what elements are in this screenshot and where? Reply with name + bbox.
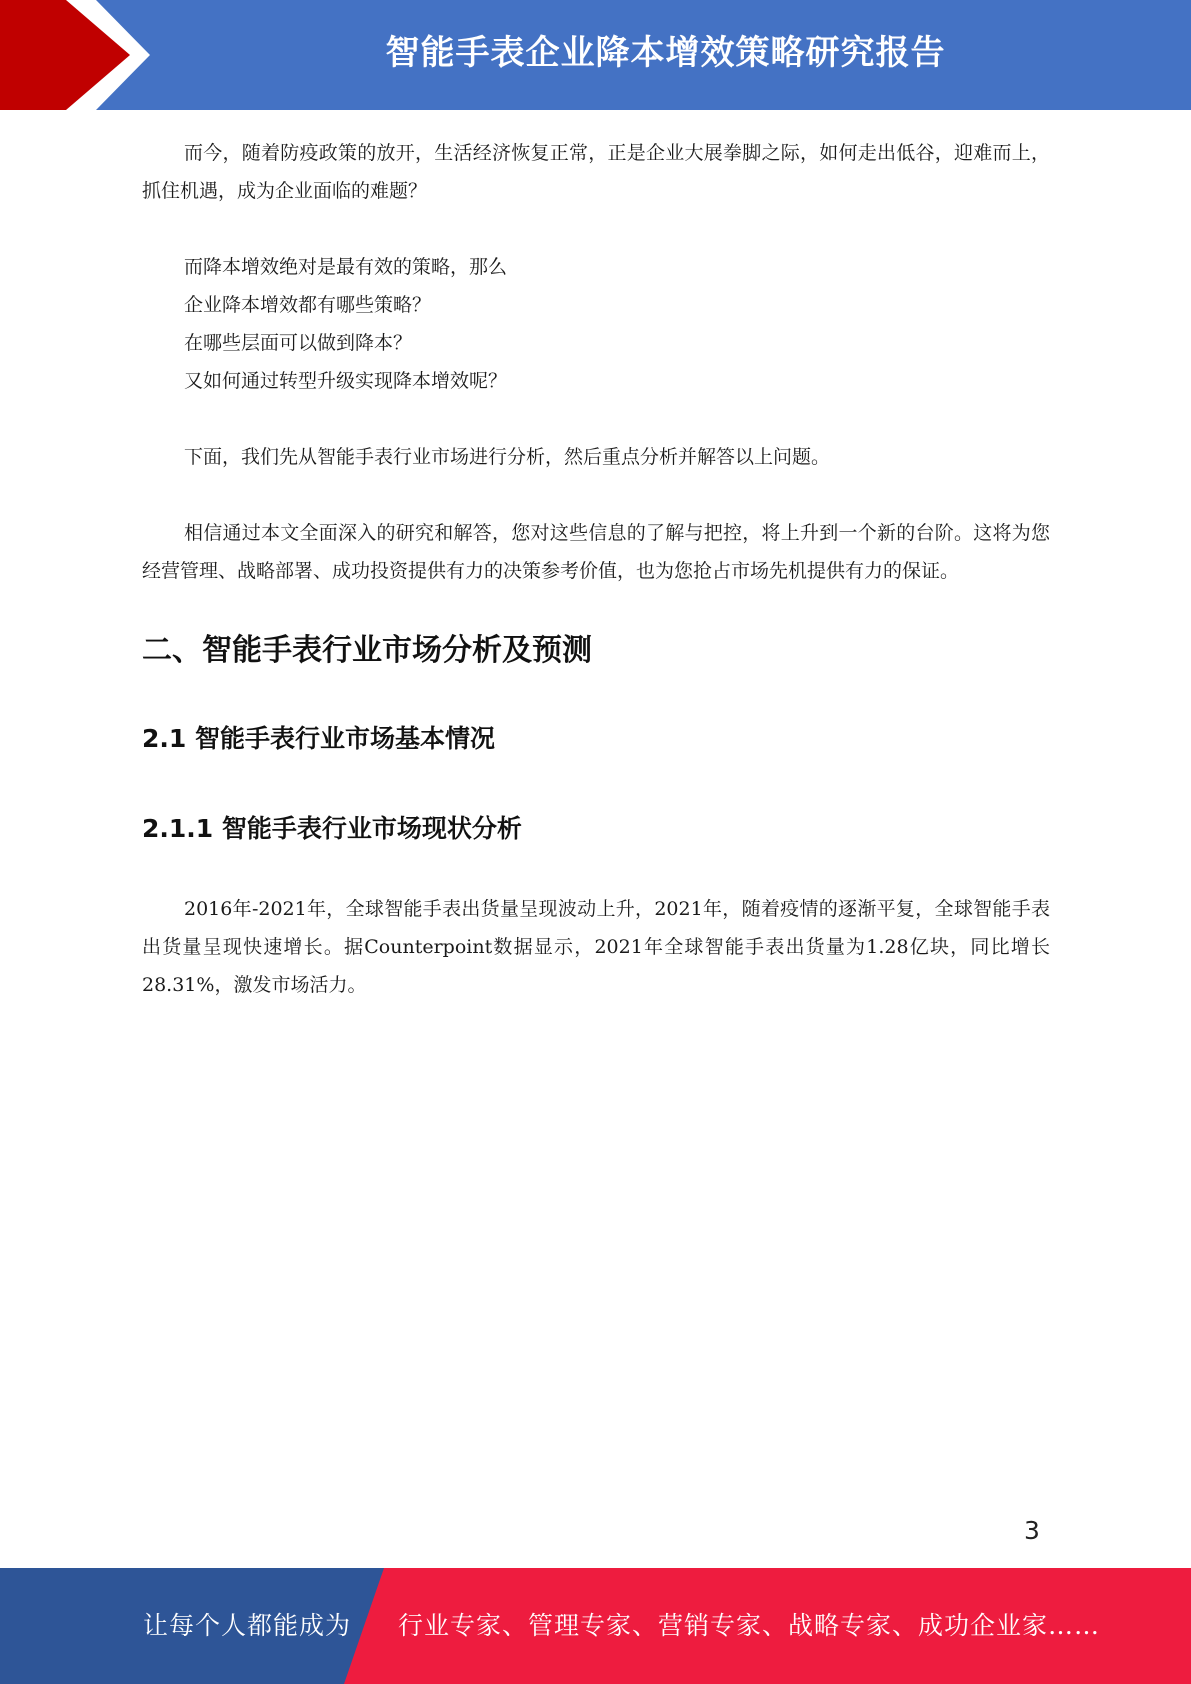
value-paragraph: 相信通过本文全面深入的研究和解答，您对这些信息的了解与把控，将上升到一个新的台阶。这将为您经营管理、战略部署、成功投资提供有力的决策参考价值，也为您抢占市场先机提供有力的保证。 bbox=[142, 522, 1050, 582]
page-number: 3 bbox=[1024, 1516, 1040, 1545]
intro-paragraph: 而今，随着防疫政策的放开，生活经济恢复正常，正是企业大展拳脚之际，如何走出低谷，迎难而上，抓住机遇，成为企业面临的难题？ bbox=[142, 142, 1050, 202]
list-item: 而降本增效绝对是最有效的策略，那么 bbox=[184, 256, 508, 278]
page-header bbox=[0, 0, 1191, 110]
page-footer bbox=[0, 1568, 1191, 1684]
list-item: 企业降本增效都有哪些策略？ bbox=[184, 294, 432, 316]
list-item: 在哪些层面可以做到降本？ bbox=[184, 332, 413, 354]
footer-slogan-right: 行业专家、管理专家、营销专家、战略专家、成功企业家…… bbox=[398, 1611, 1101, 1640]
subsection-heading: 2.1 智能手表行业市场基本情况 bbox=[142, 724, 495, 753]
report-title: 智能手表企业降本增效策略研究报告 bbox=[385, 33, 946, 73]
subsubsection-heading: 2.1.1 智能手表行业市场现状分析 bbox=[142, 814, 522, 843]
transition-paragraph: 下面，我们先从智能手表行业市场进行分析，然后重点分析并解答以上问题。 bbox=[184, 446, 831, 468]
list-item: 又如何通过转型升级实现降本增效呢？ bbox=[184, 370, 508, 392]
market-paragraph: 2016年-2021年，全球智能手表出货量呈现波动上升，2021年，随着疫情的逐渐平复，全球智能手表出货量呈现快速增长。据Counterpoint数据显示，2021年全球智能手表出货量为1.28亿块，同比增长28.31%，激发市场活力。 bbox=[142, 898, 1050, 996]
page-body bbox=[142, 134, 1050, 1004]
question-list bbox=[142, 248, 1050, 400]
section-heading: 二、智能手表行业市场分析及预测 bbox=[142, 633, 592, 668]
red-arrow-decoration bbox=[0, 0, 160, 110]
footer-slogan-left: 让每个人都能成为 bbox=[143, 1611, 352, 1640]
